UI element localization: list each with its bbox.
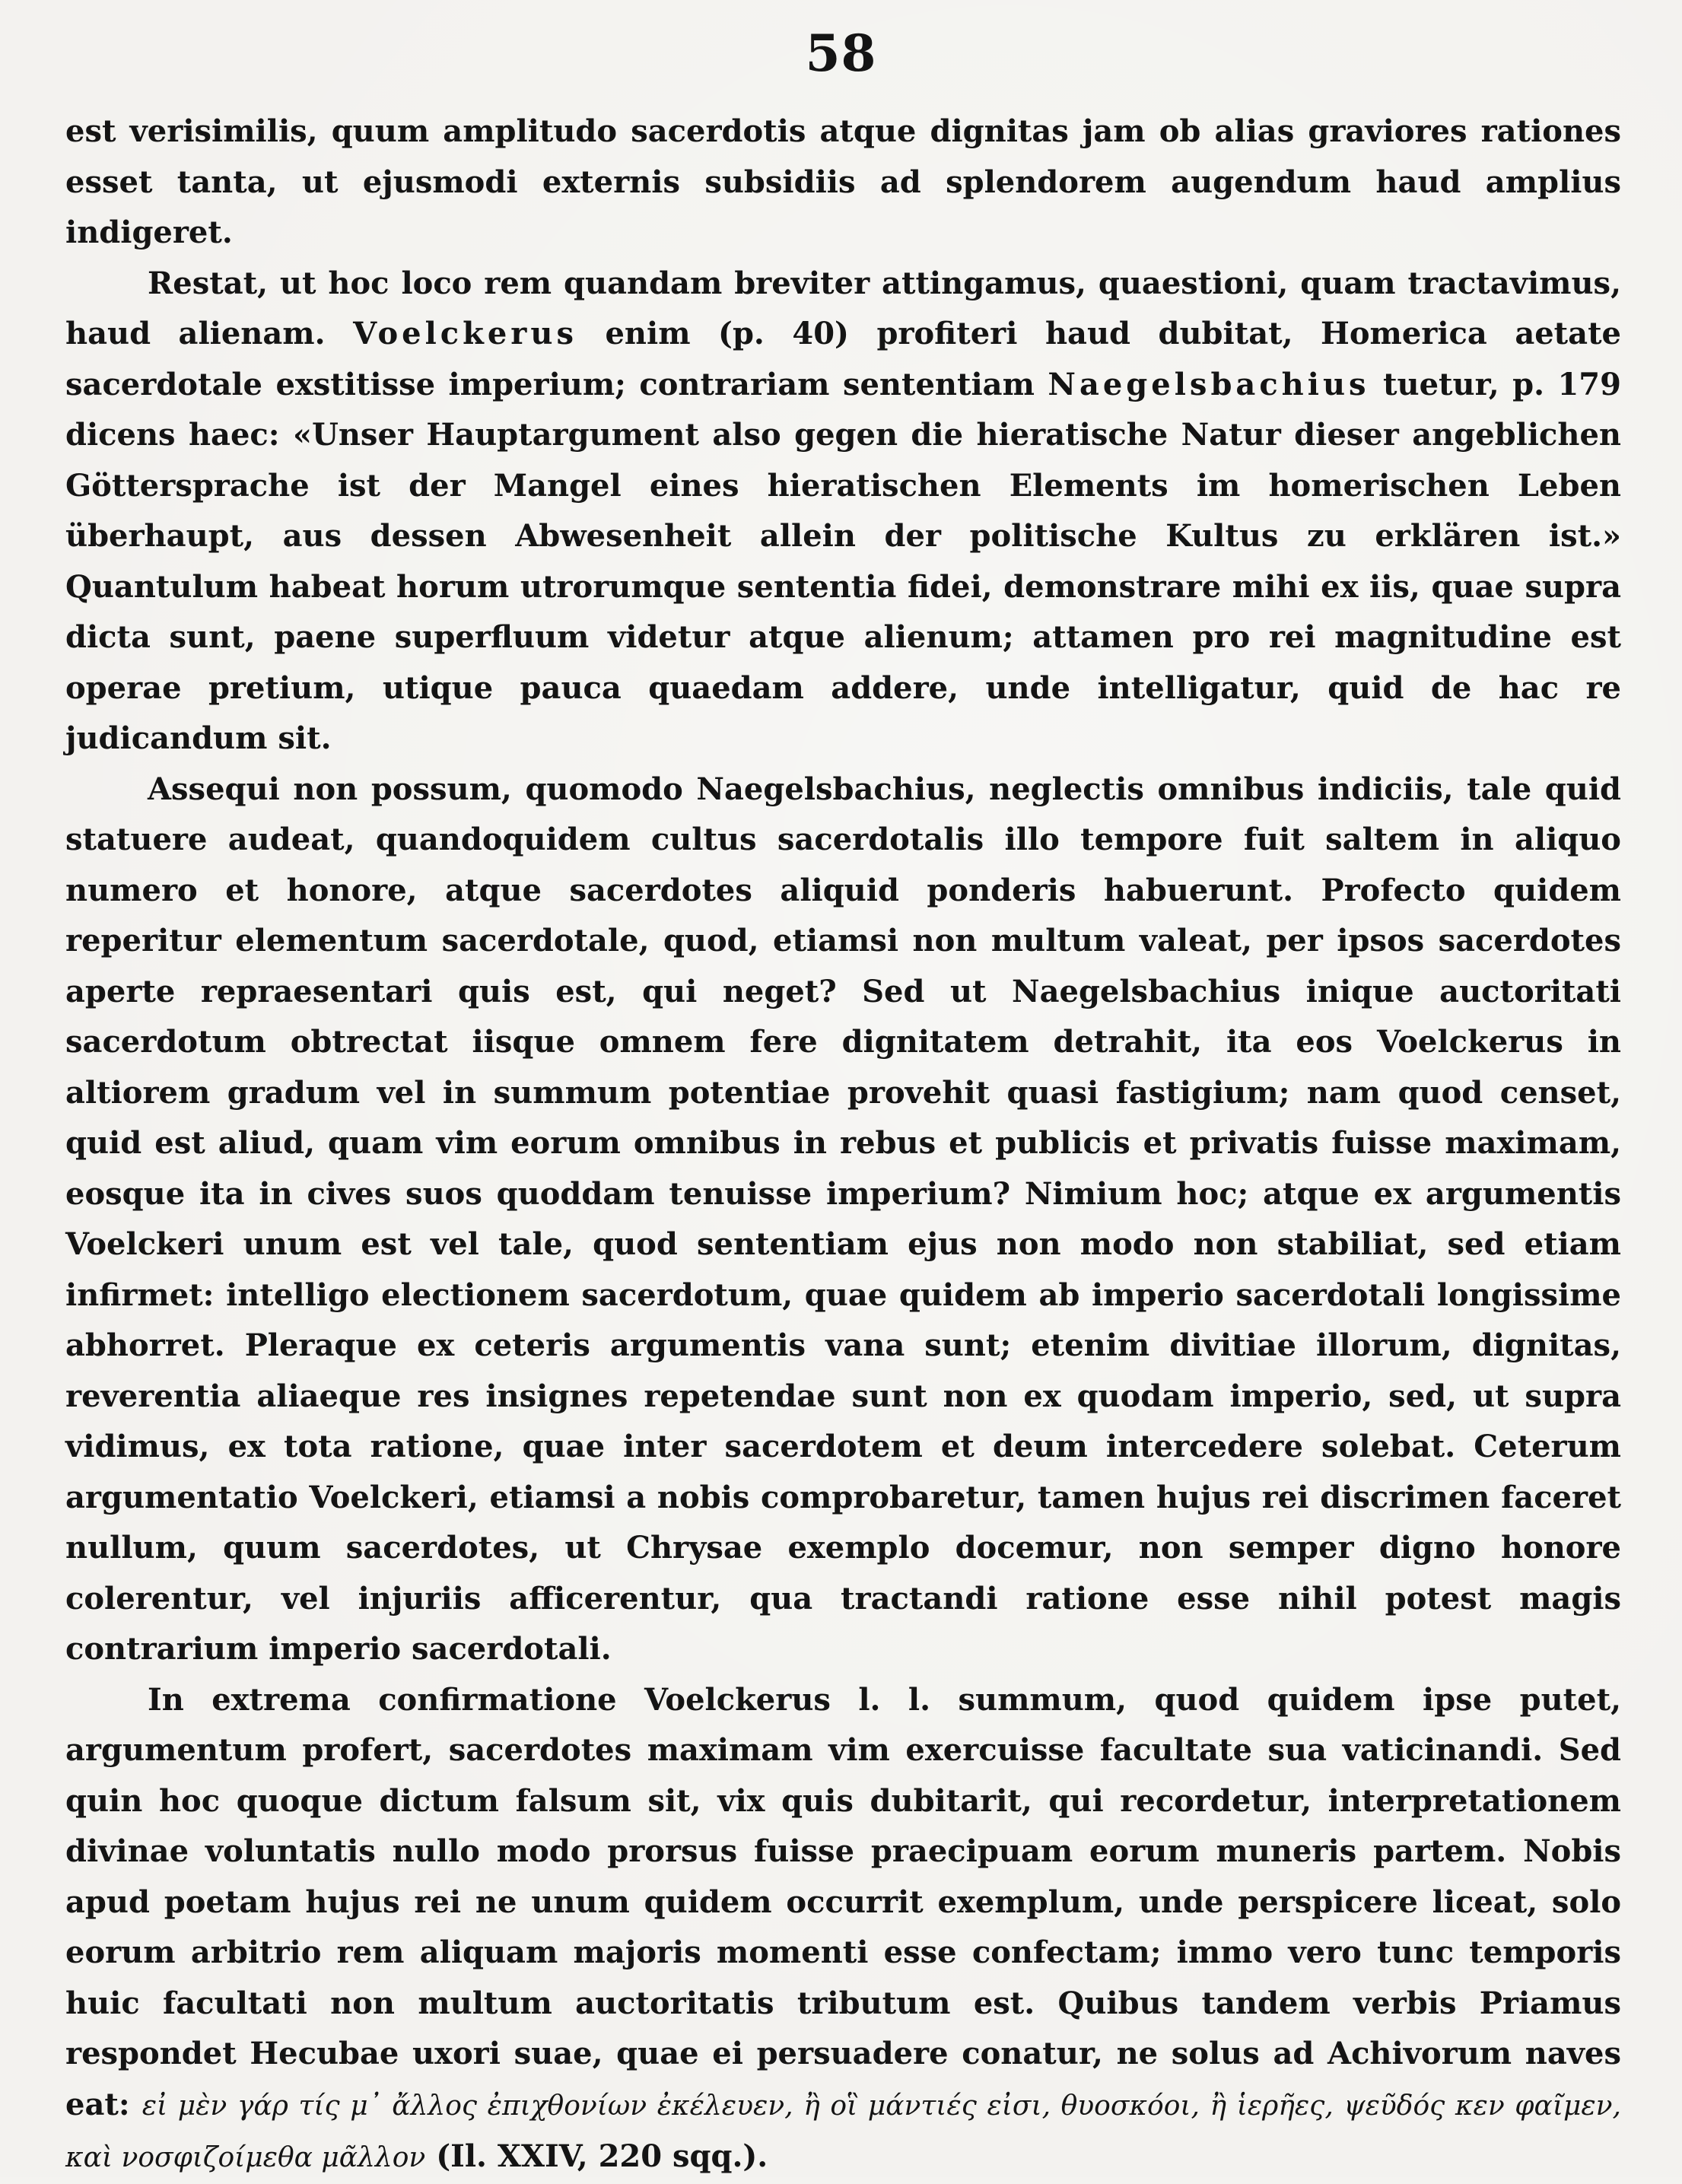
author-name-naegelsbachius: Naegelsbachius (1048, 366, 1370, 402)
paragraph-4-text: In extrema confirmatione Voelckerus l. l. summum, quod quidem ipse putet, argumentum profert, sacerdotes maximam vim exercuisse facultate sua vaticinandi. Sed quin hoc quoque dictum falsum sit, vix quis dubitarit, qui recordetur, interpretationem divinae voluntatis nullo modo prorsus fuisse praecipuam eorum muneris partem. Nobis apud poetam hujus rei ne unum quidem occurrit exemplum, unde perspicere liceat, solo eorum arbitrio rem aliquam majoris momenti esse confectam; immo vero tunc temporis huic facultati non multum auctoritatis tributum est. Quibus tandem verbis Priamus respondet Hecubae uxori suae, quae ei persuadere conatur, ne solus ad Achivorum naves eat: (65, 1681, 1621, 2122)
body-text (65, 106, 1621, 2184)
paragraph-2-text-a: Restat, ut hoc loco rem quandam breviter attingamus, quaestioni, quam tractavimus, haud alienam. (65, 265, 1621, 351)
paragraph-3: Assequi non possum, quomodo Naegelsbachius, neglectis omnibus indiciis, tale quid statuere audeat, quandoquidem cultus sacerdotalis illo tempore fuit saltem in aliquo numero et honore, atque sacerdotes aliquid ponderis habuerunt. Profecto quidem reperitur elementum sacerdotale, quod, etiamsi non multum valeat, per ipsos sacerdotes aperte repraesentari quis est, qui neget? Sed ut Naegelsbachius inique auctoritati sacerdotum obtrectat iisque omnem fere dignitatem detrahit, ita eos Voelckerus in altiorem gradum vel in summum potentiae provehit quasi fastigium; nam quod censet, quid est aliud, quam vim eorum omnibus in rebus et publicis et privatis fuisse maximam, eosque ita in cives suos quoddam tenuisse imperium? Nimium hoc; atque ex argumentis Voelckeri unum est vel tale, quod sententiam ejus non modo non stabiliat, sed etiam infirmet: intelligo electionem sacerdotum, quae quidem ab imperio sacerdotali longissime abhorret. Pleraque ex ceteris argumentis vana sunt; etenim divitiae illorum, dignitas, reverentia aliaeque res insignes repetendae sunt non ex quodam imperio, sed, ut supra vidimus, ex tota ratione, quae inter sacerdotem et deum intercedere solebat. Ceterum argumentatio Voelckeri, etiamsi a nobis comprobaretur, tamen hujus rei discrimen faceret nullum, quum sacerdotes, ut Chrysae exemplo docemur, non semper digno honore colerentur, vel injuriis afficerentur, qua tractandi ratione esse nihil potest magis contrarium imperio sacerdotali. (65, 771, 1621, 1667)
greek-quotation: εἰ μὲν γάρ τίς μ᾽ ἄλλος ἐπιχθονίων ἐκέλευεν, ἢ οἳ μάντιές εἰσι, θυοσκόοι, ἢ ἱερῆες, ψεῦδός κεν φαῖμεν, καὶ νοσφιζοίμεθα μᾶλλον (65, 2090, 1621, 2173)
paragraph-1: est verisimilis, quum amplitudo sacerdotis atque dignitas jam ob alias graviores rationes esset tanta, ut ejusmodi externis subsidiis ad splendorem augendum haud amplius indigeret. (65, 113, 1621, 250)
paragraph-2 (65, 259, 1621, 765)
paragraph-2-text-b: enim (p. 40) profiteri haud dubitat, Homerica aetate sacerdotale exstitisse imperium; contrariam sententiam (65, 316, 1622, 402)
paragraph-2-text-c: tuetur, p. 179 dicens haec: «Unser Hauptargument also gegen die hieratische Natur dieser angeblichen Göttersprache ist der Mangel eines hieratischen Elements im homerischen Leben überhaupt, aus dessen Abwesenheit allein der politische Kultus zu erklären ist.» Quantulum habeat horum utrorumque sententia fidei, demonstrare mihi ex iis, quae supra dicta sunt, paene superfluum videtur atque alienum; attamen pro rei magnitudine est operae pretium, utique pauca quaedam addere, unde intelligatur, quid de hac re judicandum sit. (65, 366, 1621, 756)
citation: (Il. XXIV, 220 sqq.). (436, 2138, 768, 2174)
author-name-voelckerus: Voelckerus (353, 316, 577, 351)
page-number: 58 (805, 24, 877, 83)
paragraph-4 (65, 1675, 1621, 2184)
